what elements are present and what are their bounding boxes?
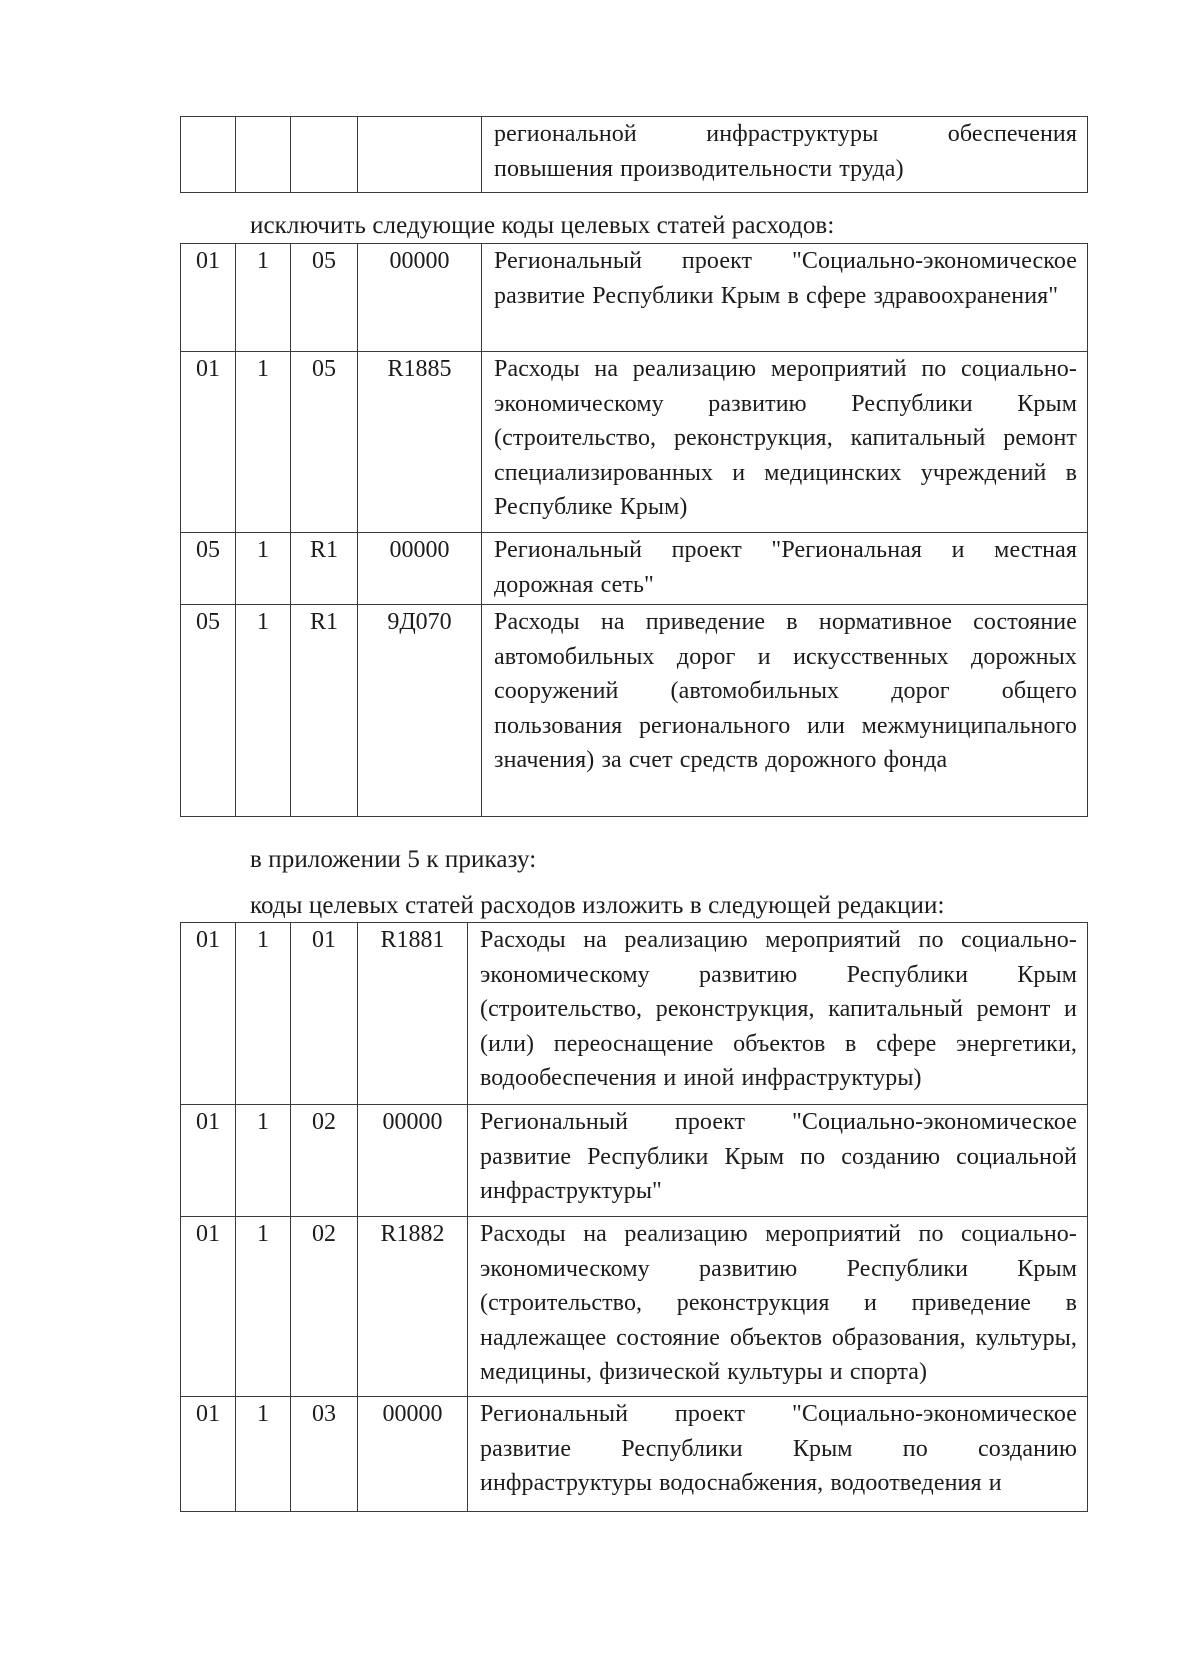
cell-code-4: 00000 [358,1397,468,1512]
table-row [181,117,1088,193]
cell-code-4: R1881 [358,923,468,1105]
cell-code-3: 05 [291,352,358,533]
table-row [181,605,1088,817]
cell-code-3 [291,117,358,193]
cell-code-3: 02 [291,1217,358,1397]
cell-code-3: 02 [291,1105,358,1217]
fragment-table [180,116,1088,193]
cell-description: Региональный проект "Социально-экономическое развитие Республики Крым по созданию инфраструктуры водоснабжения, водоотведения и [468,1397,1088,1512]
cell-code-3: R1 [291,605,358,817]
cell-description: Расходы на реализацию мероприятий по социально-экономическому развитию Республики Крым (строительство, реконструкция, капитальный ремонт специализированных и медицинских учреждений в Республике Крым) [482,352,1088,533]
cell-description: Расходы на приведение в нормативное состояние автомобильных дорог и искусственных дорожных сооружений (автомобильных дорог общего пользования регионального или межмуниципального значения) за счет средств дорожного фонда [482,605,1088,817]
cell-code-4 [358,117,482,193]
cell-code-2: 1 [236,923,291,1105]
cell-code-2: 1 [236,1217,291,1397]
cell-code-4: 9Д070 [358,605,482,817]
cell-code-2: 1 [236,605,291,817]
cell-code-3: R1 [291,533,358,605]
cell-code-4: R1882 [358,1217,468,1397]
table-row [181,352,1088,533]
cell-code-3: 05 [291,244,358,352]
table-row [181,1217,1088,1397]
cell-code-3: 03 [291,1397,358,1512]
cell-code-3: 01 [291,923,358,1105]
cell-code-2: 1 [236,352,291,533]
cell-code-2: 1 [236,1105,291,1217]
cell-code-1: 01 [181,923,236,1105]
cell-code-1: 01 [181,1105,236,1217]
cell-description: Расходы на реализацию мероприятий по социально-экономическому развитию Республики Крым (строительство, реконструкция и приведение в надлежащее состояние объектов образования, культуры, медицины, физической культуры и спорта) [468,1217,1088,1397]
table-row [181,533,1088,605]
excluded-codes-table [180,243,1088,817]
paragraph-new-edition: коды целевых статей расходов изложить в следующей редакции: [250,892,945,919]
revised-codes-table [180,922,1088,1512]
table-row [181,923,1088,1105]
table-row [181,244,1088,352]
cell-code-1: 01 [181,1397,236,1512]
cell-code-1 [181,117,236,193]
cell-code-1: 01 [181,1217,236,1397]
cell-code-1: 01 [181,244,236,352]
cell-code-4: 00000 [358,244,482,352]
cell-code-4: 00000 [358,533,482,605]
cell-code-4: 00000 [358,1105,468,1217]
cell-description: Региональный проект "Социально-экономическое развитие Республики Крым в сфере здравоохранения" [482,244,1088,352]
paragraph-appendix-5: в приложении 5 к приказу: [250,846,537,873]
cell-code-1: 05 [181,605,236,817]
cell-description: Региональный проект "Региональная и местная дорожная сеть" [482,533,1088,605]
cell-description: Расходы на реализацию мероприятий по социально-экономическому развитию Республики Крым (строительство, реконструкция, капитальный ремонт и (или) переоснащение объектов в сфере энергетики, водообеспечения и иной инфраструктуры) [468,923,1088,1105]
cell-code-2: 1 [236,244,291,352]
cell-code-1: 05 [181,533,236,605]
cell-description: региональной инфраструктуры обеспечения повышения производительности труда) [482,117,1088,193]
cell-description: Региональный проект "Социально-экономическое развитие Республики Крым по созданию социальной инфраструктуры" [468,1105,1088,1217]
cell-code-4: R1885 [358,352,482,533]
cell-code-2: 1 [236,1397,291,1512]
cell-code-2: 1 [236,533,291,605]
table-row [181,1105,1088,1217]
cell-code-1: 01 [181,352,236,533]
table-row [181,1397,1088,1512]
paragraph-exclude: исключить следующие коды целевых статей расходов: [250,212,835,239]
cell-code-2 [236,117,291,193]
